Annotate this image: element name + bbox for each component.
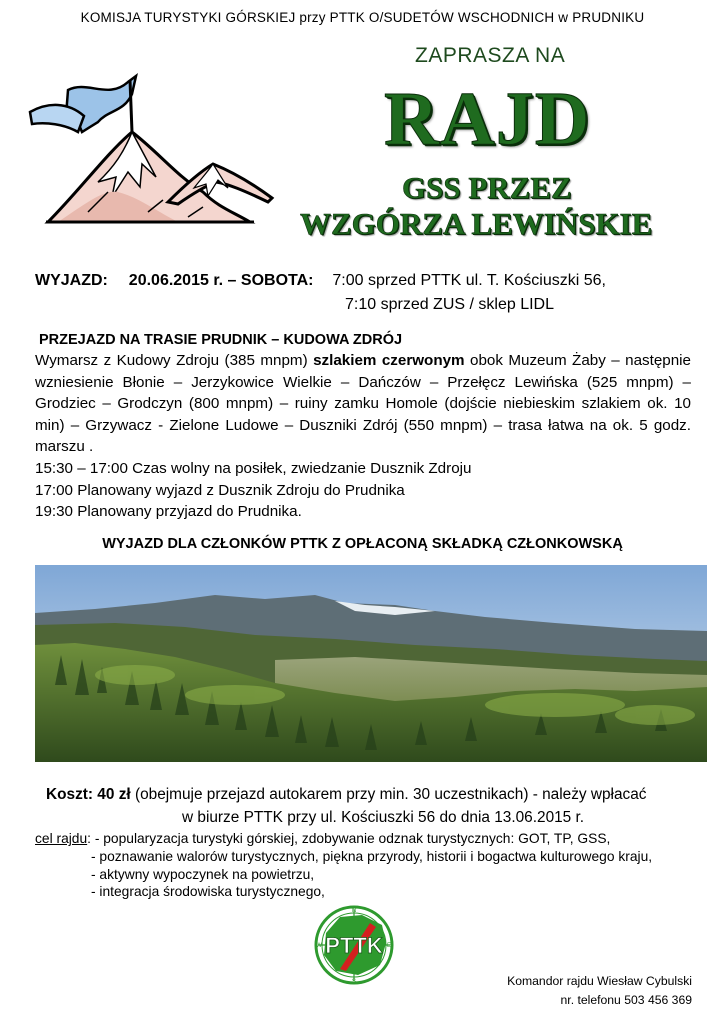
route-text-pre: Wymarsz z Kudowy Zdroju (385 mnpm) [35, 352, 314, 369]
departure-label: WYJAZD: [35, 272, 108, 289]
mountain-flag-icon [28, 72, 278, 237]
event-title: RAJD [384, 77, 591, 161]
compass-n: N [351, 908, 357, 914]
compass-w: W [316, 943, 322, 949]
departure-time-1: 7:00 sprzed PTTK ul. T. Kościuszki 56, [332, 272, 606, 289]
departure-time-2: 7:10 sprzed ZUS / sklep LIDL [345, 296, 554, 313]
goals-label: cel rajdu [35, 831, 88, 846]
contact-block [470, 972, 692, 1009]
cost-details-2: w biurze PTTK przy ul. Kościuszki 56 do dnia 13.06.2015 r. [182, 809, 585, 826]
schedule-item: 15:30 – 17:00 Czas wolny na posiłek, zwiedzanie Dusznik Zdroju [35, 459, 472, 477]
invite-text: ZAPRASZA NA [415, 44, 566, 67]
route-text-bold: szlakiem czerwonym [313, 352, 465, 369]
goal-item: : - popularyzacja turystyki górskiej, zdobywanie odznak turystycznych: GOT, TP, GSS, [87, 831, 611, 846]
pttk-logo-text: PTTK [325, 933, 383, 958]
cost-details: (obejmuje przejazd autokarem przy min. 30 uczestnikach) - należy wpłacać [130, 786, 647, 803]
compass-s: S [351, 979, 357, 985]
event-subtitle-1: GSS PRZEZ [402, 170, 572, 205]
departure-date: 20.06.2015 r. – SOBOTA [128, 272, 309, 289]
route-heading: PRZEJAZD NA TRASIE PRUDNIK – KUDOWA ZDRÓJ [39, 332, 403, 348]
cost-label: Koszt: 40 zł [46, 786, 131, 803]
schedule-item: 17:00 Planowany wyjazd z Dusznik Zdroju do Prudnika [35, 481, 405, 499]
commander-name: Komandor rajdu Wiesław Cybulski [507, 974, 692, 988]
pttk-logo [300, 903, 408, 987]
event-subtitle-2: WZGÓRZA LEWIŃSKIE [300, 206, 653, 241]
goal-item: - aktywny wypoczynek na powietrzu, [91, 866, 315, 882]
cost-line [46, 786, 646, 804]
compass-e: E [386, 943, 392, 949]
route-text-post: obok Muzeum Żaby – następnie wzniesienie Błonie – Jerzykowice Wielkie – Dańczów – Przełęcz Lewińska (525 mnpm) – Grodziec – Grodczyn (800 mnpm) – ruiny zamku Homole (dojście niebieskim szlakiem ok. 10 min) – Grzywacz - Zielone Ludowe – Duszniki Zdrój (550 mnpm) – trasa łatwa na ok. 5 godz. marszu . [35, 352, 691, 456]
goal-item: - poznawanie walorów turystycznych, piękna przyrody, historii i bogactwa kulturowego kraju, [91, 848, 653, 864]
departure-line-1: WYJAZD: 20.06.2015 r. – SOBOTA: 7:00 sprzed PTTK ul. T. Kościuszki 56, [35, 272, 606, 289]
goal-item: - integracja środowiska turystycznego, [91, 884, 325, 900]
contact-phone: nr. telefonu 503 456 369 [560, 992, 692, 1007]
route-description [35, 350, 691, 523]
members-note: WYJAZD DLA CZŁONKÓW PTTK Z OPŁACONĄ SKŁADKĄ CZŁONKOWSKĄ [102, 536, 623, 552]
organizer-line: KOMISJA TURYSTYKI GÓRSKIEJ przy PTTK O/SUDETÓW WSCHODNICH w PRUDNIKU [80, 10, 645, 25]
schedule-item: 19:30 Planowany przyjazd do Prudnika. [35, 503, 302, 521]
goals-block [35, 830, 652, 901]
landscape-photo [35, 565, 707, 762]
